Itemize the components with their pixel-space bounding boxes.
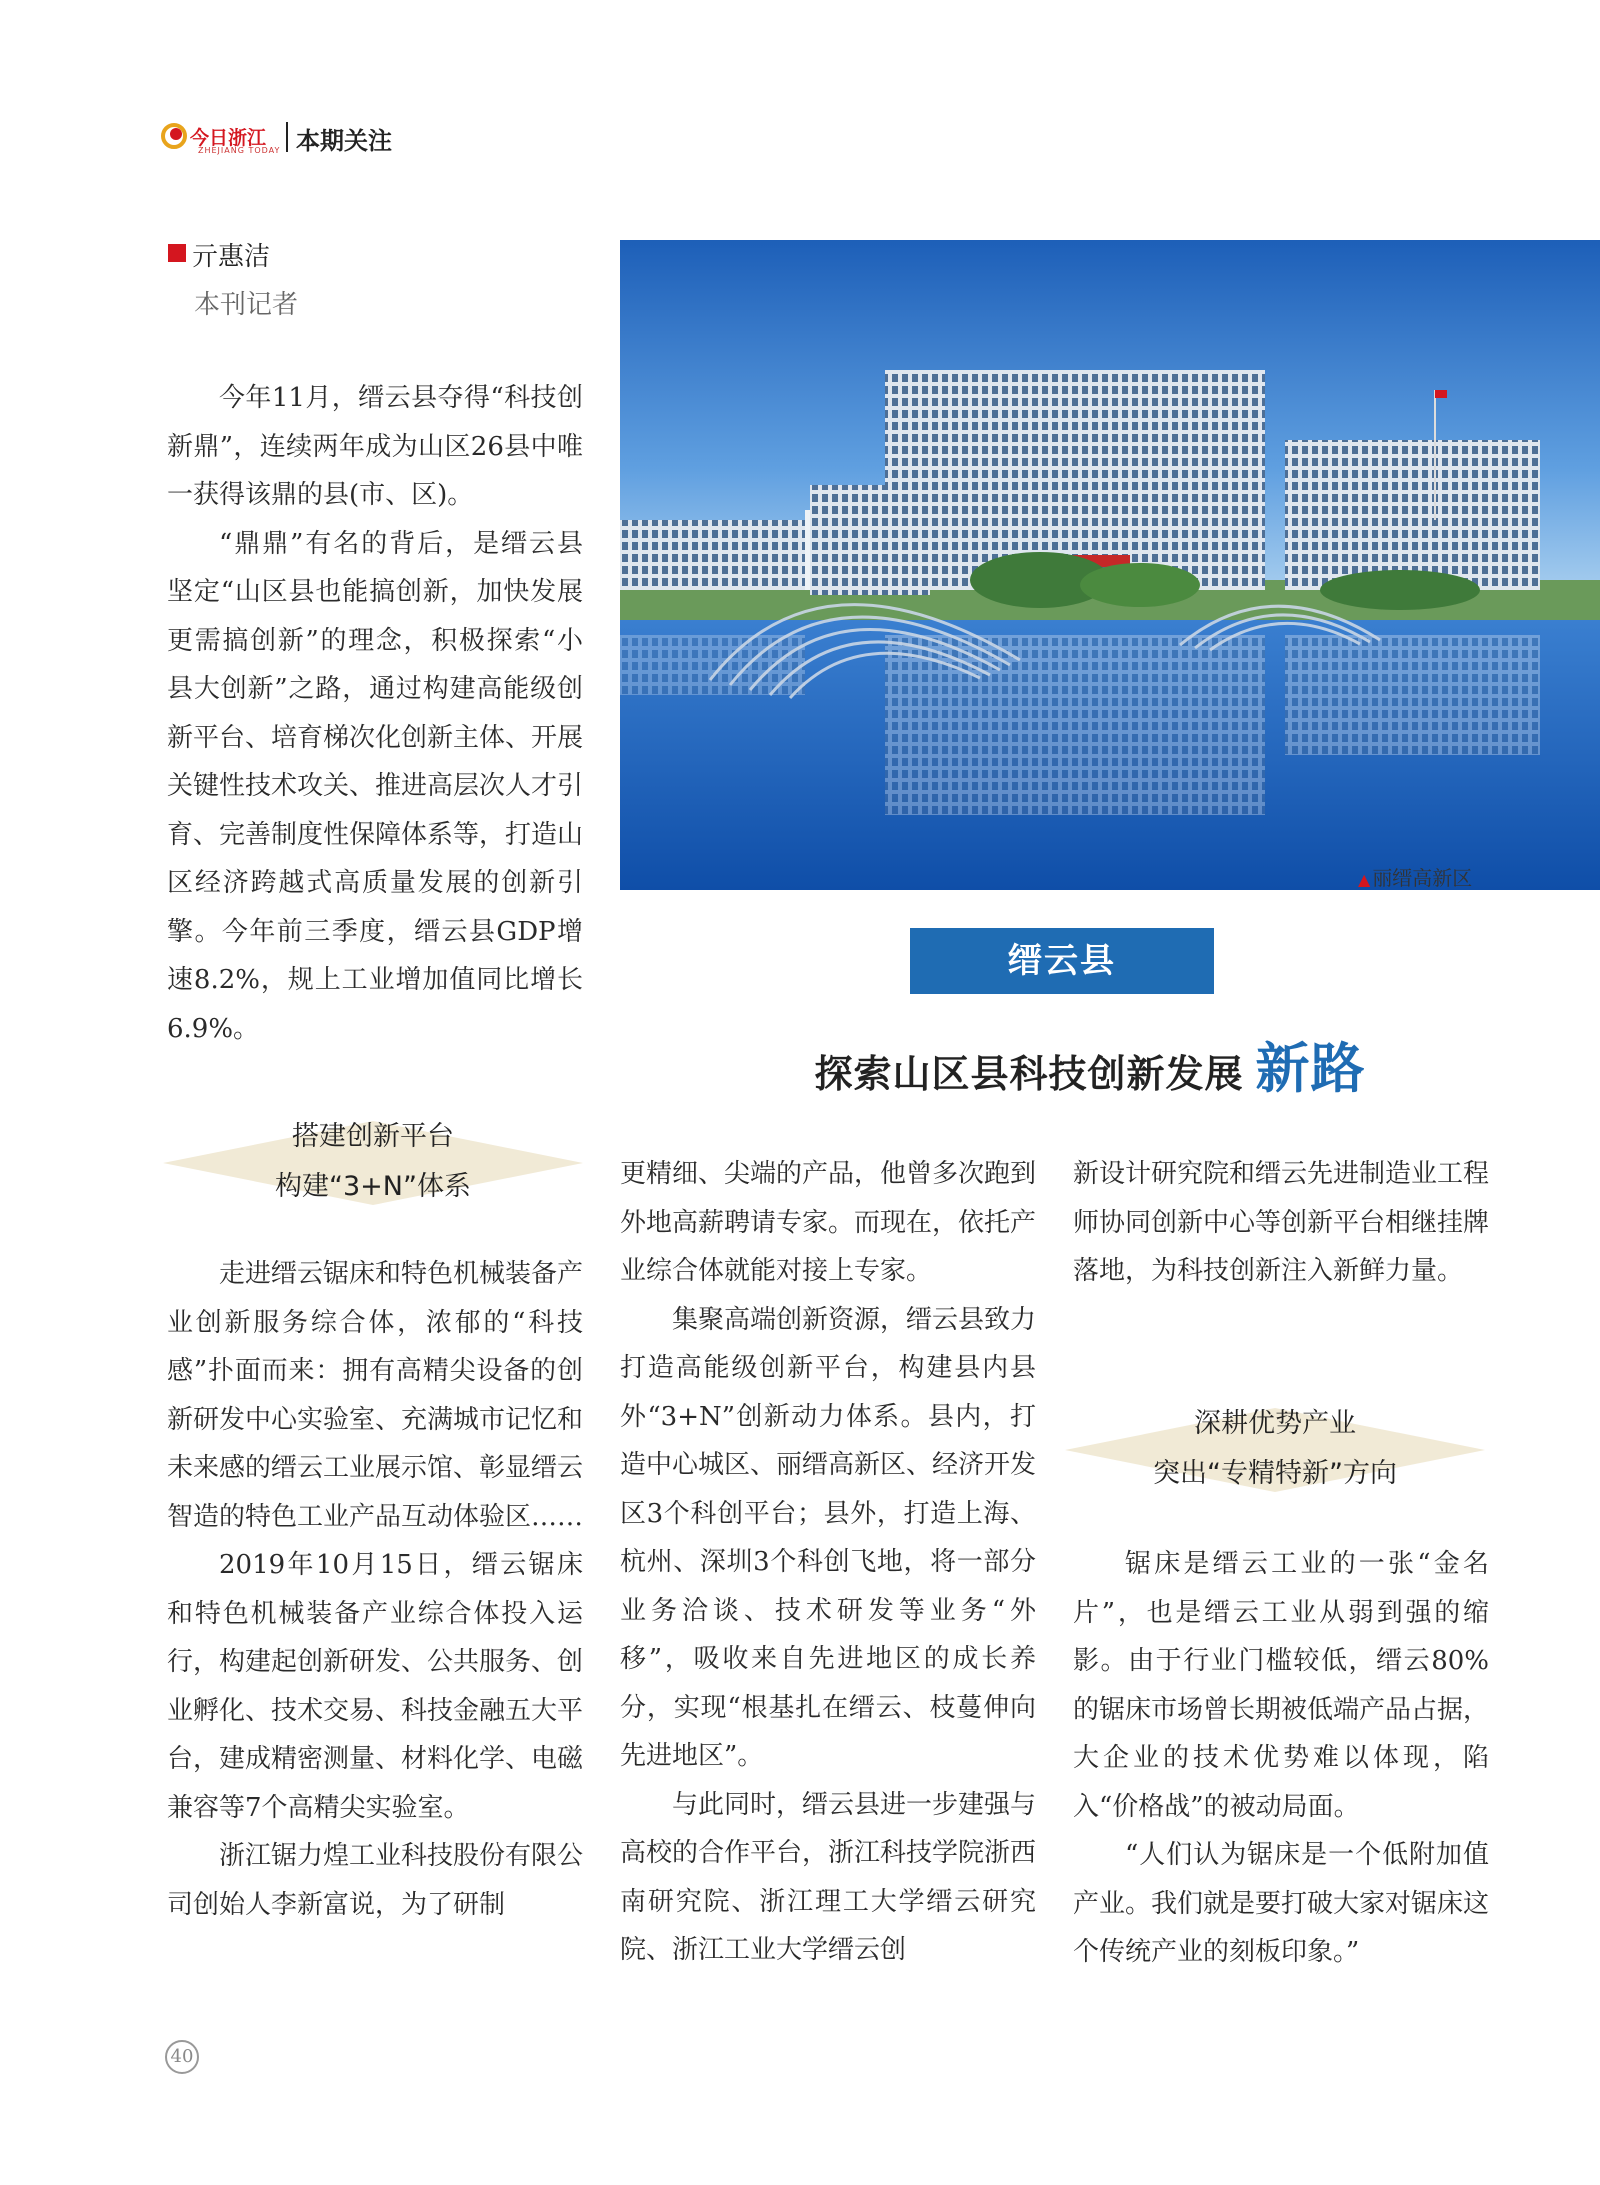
column-1-body — [167, 1250, 583, 1929]
article-title-text: 探索山区县科技创新发展 — [814, 1051, 1244, 1096]
paragraph: 2019年10月15日，缙云锯床和特色机械装备产业综合体投入运行，构建起创新研发、公共服务、创业孵化、技术交易、科技金融五大平台，建成精密测量、材料化学、电磁兼容等7个高精尖实验室。 — [167, 1550, 584, 1823]
paragraph: 与此同时，缙云县进一步建强与高校的合作平台，浙江科技学院浙西南研究院、浙江理工大学缙云研究院、浙江工业大学缙云创 — [620, 1789, 1037, 1965]
column-1-intro — [167, 374, 583, 1053]
paragraph: 走进缙云锯床和特色机械装备产业创新服务综合体，浓郁的“科技感”扑面而来：拥有高精尖设备的创新研发中心实验室、充满城市记忆和未来感的缙云工业展示馆、彰显缙云智造的特色工业产品互动体验区…… — [167, 1259, 584, 1532]
county-label: 缙云县 — [910, 928, 1214, 994]
high-tech-zone-photo — [620, 240, 1600, 890]
section-title: 本期关注 — [296, 127, 392, 155]
logo-subtitle: ZHEJIANG TODAY — [198, 146, 281, 155]
article-title-highlight: 新路 — [1255, 1037, 1366, 1100]
page-number: 40 — [165, 2040, 199, 2074]
subheading-line-1: 深耕优势产业 — [1194, 1408, 1356, 1439]
logo-text: 今日浙江 — [190, 127, 267, 149]
subheading-line-2: 突出“专精特新”方向 — [1153, 1458, 1397, 1489]
paragraph: 集聚高端创新资源，缙云县致力打造高能级创新平台，构建县内县外“3+N”创新动力体系。县内，打造中心城区、丽缙高新区、经济开发区3个科创平台；县外，打造上海、杭州、深圳3个科创飞地，将一部分业务洽谈、技术研发等业务“外移”，吸收来自先进地区的成长养分，实现“根基扎在缙云、枝蔓伸向先进地区”。 — [620, 1304, 1037, 1771]
column-3-intro — [1073, 1150, 1489, 1296]
paragraph: 今年11月，缙云县夺得“科技创新鼎”，连续两年成为山区26县中唯一获得该鼎的县(市、区)。 — [167, 383, 583, 510]
subheading-line-1: 搭建创新平台 — [292, 1121, 454, 1152]
header-divider — [286, 122, 288, 152]
paragraph: 锯床是缙云工业的一张“金名片”，也是缙云工业从弱到强的缩影。由于行业门槛较低，缙云80%的锯床市场曾长期被低端产品占据，大企业的技术优势难以体现，陷入“价格战”的被动局面。 — [1073, 1549, 1490, 1822]
photo-caption — [1358, 862, 1472, 891]
paragraph: 更精细、尖端的产品，他曾多次跑到外地高薪聘请专家。而现在，依托产业综合体就能对接上专家。 — [620, 1159, 1037, 1286]
author-marker — [168, 244, 186, 262]
paragraph: 浙江锯力煌工业科技股份有限公司创始人李新富说，为了研制 — [167, 1841, 584, 1920]
subheading-platform — [163, 1103, 583, 1223]
column-2-body — [620, 1150, 1036, 1975]
subheading-industry — [1065, 1390, 1485, 1510]
column-3-body — [1073, 1540, 1489, 1977]
paragraph: “人们认为锯床是一个低附加值产业。我们就是要打破大家对锯床这个传统产业的刻板印象。” — [1073, 1840, 1490, 1967]
subheading-line-2: 构建“3+N”体系 — [275, 1171, 471, 1202]
author-name: 亓惠洁 — [192, 242, 271, 272]
paragraph: “鼎鼎”有名的背后，是缙云县坚定“山区县也能搞创新，加快发展更需搞创新”的理念，积极探索“小县大创新”之路，通过构建高能级创新平台、培育梯次化创新主体、开展关键性技术攻关、推进高层次人才引育、完善制度性保障体系等，打造山区经济跨越式高质量发展的创新引擎。今年前三季度，缙云县GDP增速8.2%，规上工业增加值同比增长6.9%。 — [167, 528, 584, 1044]
photo-caption-text: 丽缙高新区 — [1372, 866, 1473, 890]
author-role: 本刊记者 — [194, 290, 299, 320]
paragraph: 新设计研究院和缙云先进制造业工程师协同创新中心等创新平台相继挂牌落地，为科技创新注入新鲜力量。 — [1073, 1159, 1490, 1286]
triangle-icon: ▲ — [1358, 870, 1371, 889]
article-title — [760, 1026, 1420, 1103]
